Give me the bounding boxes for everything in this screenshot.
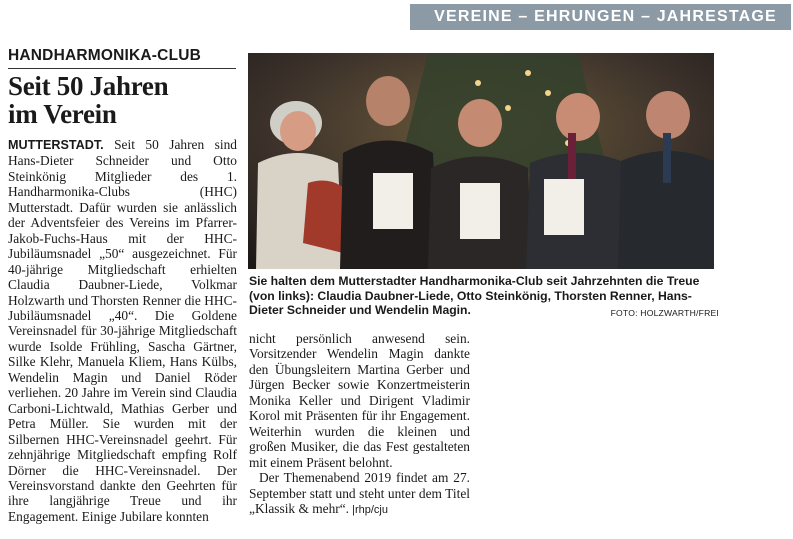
photo-image	[248, 53, 714, 269]
headline-line-2: im Verein	[8, 99, 117, 129]
section-header-text: VEREINE – EHRUNGEN – JAHRESTAGE	[434, 8, 777, 25]
group-photo	[248, 53, 714, 269]
author-signature: |rhp/cju	[349, 503, 388, 516]
article-paragraph-3	[249, 470, 470, 518]
article-paragraph-1	[8, 137, 237, 524]
section-header-bar	[410, 4, 791, 30]
paragraph-1-text: Seit 50 Jahren sind Hans-Dieter Schneider und Otto Steinkönig Mitglieder des 1. Handharmonika-Clubs (HHC) Mutterstadt. Dafür wurden sie anlässlich der Adventsfeier des Vereins im Pfarrer-Jakob-Fuchs-Haus mit der HHC-Jubiläumsnadel „50“ ausgezeichnet. Für 40-jährige Mitgliedschaft erhielten Claudia Daubner-Liede, Volkmar Holzwarth und Thorsten Renner die HHC-Jubiläumsnadel „40“. Die Goldene Vereinsnadel für 30-jährige Mitgliedschaft wurde Isolde Frühling, Sascha Gärtner, Silke Klehr, Manuela Kliem, Hans Külbs, Wendelin Magin und Daniel Röder verliehen. 20 Jahre im Verein sind Claudia Carboni-Lichtwald, Mathias Gerber und Petra Müller. Sie wurden mit der Silbernen HHC-Vereinsnadel geehrt. Für zehnjährige Mitgliedschaft empfing Rolf Dörner die HHC-Vereinsnadel. Der Vereinsvorstand dankte den Geehrten für ihre langjährige Treue und ihr Engagement. Einige Jubilare konnten	[8, 137, 237, 524]
kicker-divider	[8, 68, 236, 69]
article-headline	[8, 72, 238, 128]
headline-line-1: Seit 50 Jahren	[8, 71, 169, 101]
dateline: MUTTERSTADT.	[8, 138, 104, 152]
photo-caption	[249, 274, 719, 321]
article-kicker: HANDHARMONIKA-CLUB	[8, 47, 202, 64]
caption-text: Sie halten dem Mutterstadter Handharmonika-Club seit Jahrzehnten die Treue (von links): Claudia Daubner-Liede, Otto Steinkönig, Thorsten Renner, Hans-Dieter Schneider und Wendelin Magin.	[249, 274, 700, 318]
paragraph-3-text: Der Themenabend 2019 findet am 27. September statt und steht unter dem Titel „Klassik & mehr“.	[249, 470, 470, 516]
photo-credit: FOTO: HOLZWARTH/FREI	[610, 308, 719, 319]
article-column-2	[249, 331, 470, 518]
article-paragraph-2: nicht persönlich anwesend sein. Vorsitzender Wendelin Magin dankte den Übungsleitern Martina Gerber und Jürgen Becker sowie Konzertmeisterin Monika Keller und Dirigent Vladimir Korol mit Präsenten für ihr Engagement. Weiterhin wurden die kleinen und großen Musiker, die das Fest gestalteten mit einem Präsent belohnt.	[249, 331, 470, 470]
article-column-1	[8, 137, 237, 524]
